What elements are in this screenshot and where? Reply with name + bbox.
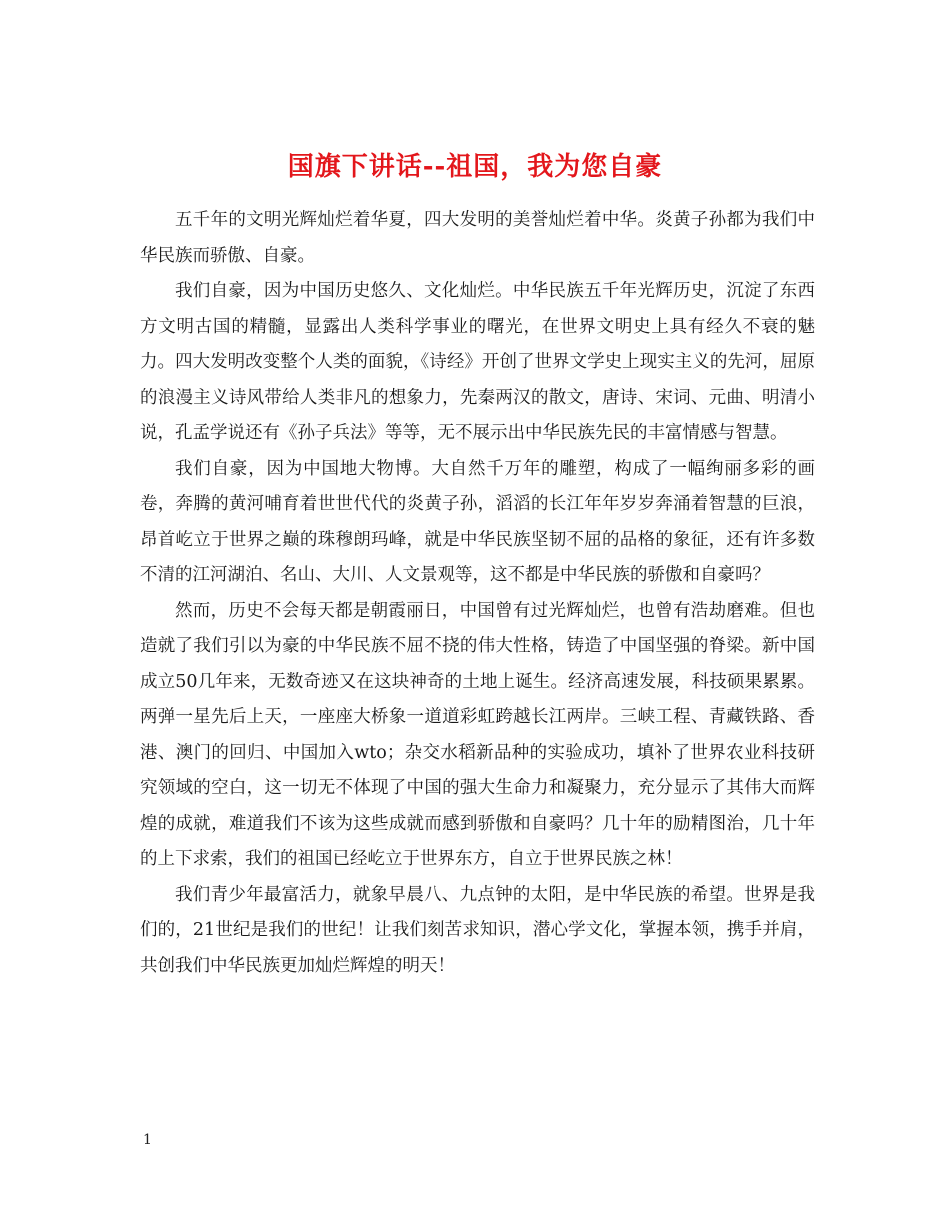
document-body bbox=[140, 203, 815, 984]
paragraph-1: 五千年的文明光辉灿烂着华夏，四大发明的美誉灿烂着中华。炎黄子孙都为我们中华民族而骄傲、自豪。 bbox=[140, 210, 815, 266]
paragraph-5: 我们青少年最富活力，就象早晨八、九点钟的太阳，是中华民族的希望。世界是我们的，21世纪是我们的世纪！让我们刻苦求知识，潜心学文化，掌握本领，携手并肩，共创我们中华民族更加灿烂辉煌的明天！ bbox=[140, 884, 815, 976]
page-number: 1 bbox=[143, 1132, 152, 1148]
document-title: 国旗下讲话--祖国，我为您自豪 bbox=[287, 152, 663, 183]
paragraph-3: 我们自豪，因为中国地大物博。大自然千万年的雕塑，构成了一幅绚丽多彩的画卷，奔腾的黄河哺育着世世代代的炎黄子孙，滔滔的长江年年岁岁奔涌着智慧的巨浪，昂首屹立于世界之巅的珠穆朗玛峰，就是中华民族坚韧不屈的品格的象征，还有许多数不清的江河湖泊、名山、大川、人文景观等，这不都是中华民族的骄傲和自豪吗？ bbox=[140, 458, 815, 585]
paragraph-4: 然而，历史不会每天都是朝霞丽日，中国曾有过光辉灿烂，也曾有浩劫磨难。但也造就了我们引以为豪的中华民族不屈不挠的伟大性格，铸造了中国坚强的脊梁。新中国成立50几年来，无数奇迹又在这块神奇的土地上诞生。经济高速发展，科技硕果累累。两弹一星先后上天，一座座大桥象一道道彩虹跨越长江两岸。三峡工程、青藏铁路、香港、澳门的回归、中国加入wto；杂交水稻新品种的实验成功，填补了世界农业科技研究领域的空白，这一切无不体现了中国的强大生命力和凝聚力，充分显示了其伟大而辉煌的成就，难道我们不该为这些成就而感到骄傲和自豪吗？几十年的励精图治，几十年的上下求索，我们的祖国已经屹立于世界东方，自立于世界民族之林！ bbox=[140, 600, 815, 869]
paragraph-2: 我们自豪，因为中国历史悠久、文化灿烂。中华民族五千年光辉历史，沉淀了东西方文明古国的精髓，显露出人类科学事业的曙光，在世界文明史上具有经久不衰的魅力。四大发明改变整个人类的面貌，《诗经》开创了世界文学史上现实主义的先河，屈原的浪漫主义诗风带给人类非凡的想象力，先秦两汉的散文，唐诗、宋词、元曲、明清小说，孔孟学说还有《孙子兵法》等等，无不展示出中华民族先民的丰富情感与智慧。 bbox=[140, 281, 815, 443]
